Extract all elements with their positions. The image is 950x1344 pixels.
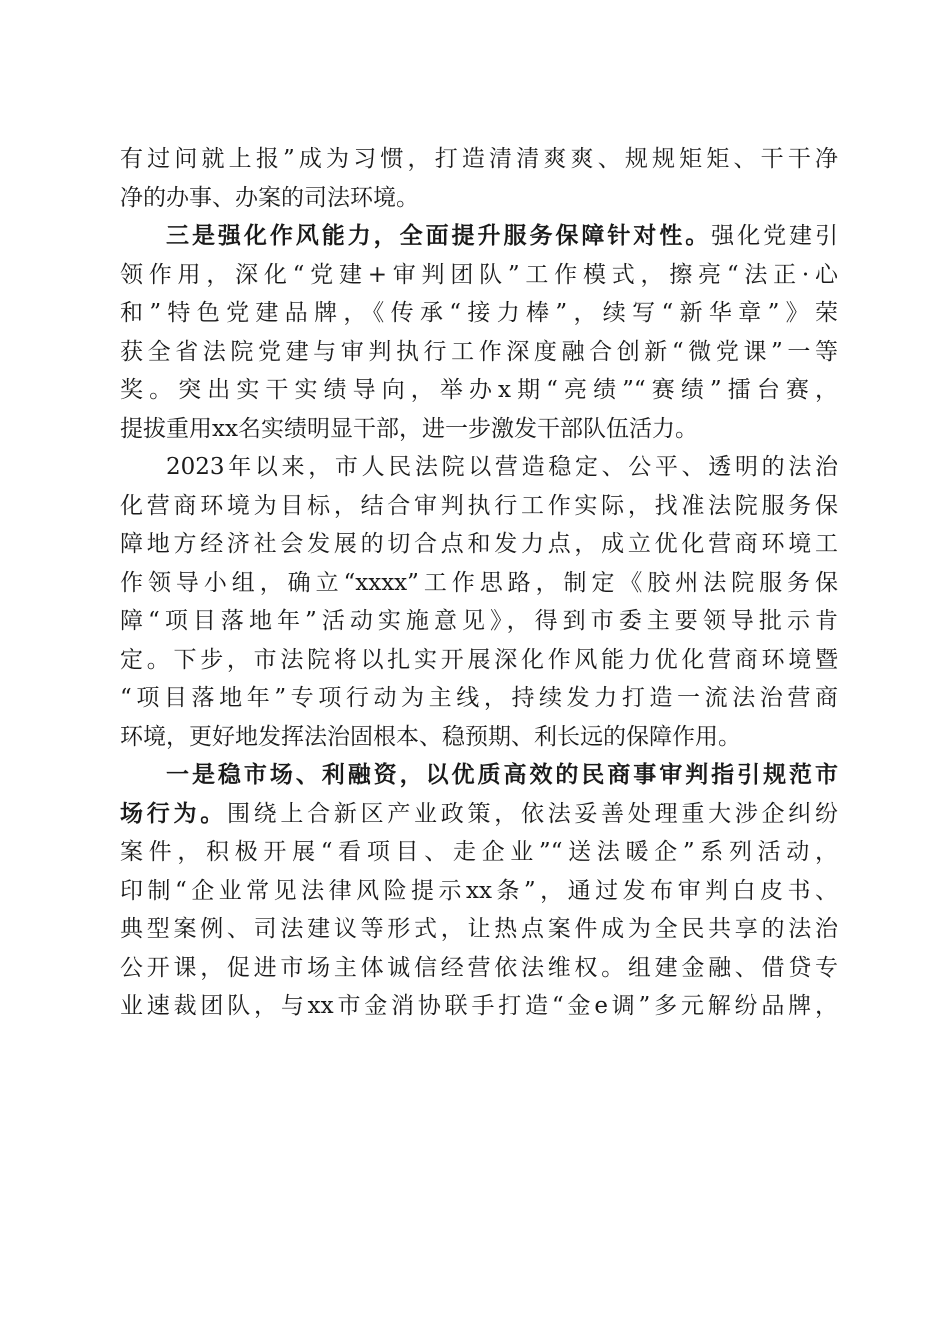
text-line: 净的办事、办案的司法环境。 bbox=[120, 184, 419, 211]
text-line bbox=[120, 217, 838, 256]
paragraph-lead-heading: 一是稳市场、利融资，以优质高效的民商事审判指引规范市 bbox=[166, 761, 838, 788]
text-line: 提拔重用xx名实绩明显干部，进一步激发干部队伍活力。 bbox=[120, 415, 698, 442]
text-line: 定。下步，市法院将以扎实开展深化作风能力优化营商环境暨 bbox=[120, 646, 838, 673]
text-fragment: 强化党建引 bbox=[711, 223, 839, 249]
text-line: “项目落地年”专项行动为主线，持续发力打造一流法治营商 bbox=[120, 685, 838, 711]
text-line: 和”特色党建品牌，《传承“接力棒”，续写“新华章”》荣 bbox=[120, 300, 838, 326]
text-line: 奖。突出实干实绩导向，举办x期“亮绩”“赛绩”擂台赛， bbox=[120, 377, 838, 403]
text-line: 获全省法院党建与审判执行工作深度融合创新“微党课”一等 bbox=[120, 338, 838, 365]
text-line: 案件，积极开展“看项目、走企业”“送法暖企”系列活动， bbox=[120, 839, 838, 865]
text-line: 有过问就上报”成为习惯，打造清清爽爽、规规矩矩、干干净 bbox=[120, 146, 838, 172]
paragraph-lead-heading-cont: 场行为。 bbox=[120, 799, 227, 827]
text-line: 2023年以来，市人民法院以营造稳定、公平、透明的法治 bbox=[166, 454, 838, 480]
paragraph-lead-heading: 三是强化作风能力，全面提升服务保障针对性。 bbox=[166, 222, 712, 249]
text-fragment: 围绕上合新区产业政策，依法妥善处理重大涉企纠纷 bbox=[226, 800, 839, 827]
text-line bbox=[120, 795, 838, 834]
text-line: 印制“企业常见法律风险提示xx条”，通过发布审判白皮书、 bbox=[120, 877, 838, 904]
text-line: 化营商环境为目标，结合审判执行工作实际，找准法院服务保 bbox=[120, 492, 838, 519]
document-page bbox=[120, 140, 838, 1026]
text-line: 作领导小组，确立“xxxx”工作思路，制定《胶州法院服务保 bbox=[120, 569, 838, 596]
text-line: 典型案例、司法建议等形式，让热点案件成为全民共享的法治 bbox=[120, 916, 838, 942]
paragraph-3 bbox=[120, 448, 838, 756]
paragraph-1 bbox=[120, 140, 838, 217]
text-line: 障地方经济社会发展的切合点和发力点，成立优化营商环境工 bbox=[120, 531, 838, 557]
text-line: 公开课，促进市场主体诚信经营依法维权。组建金融、借贷专 bbox=[120, 954, 838, 981]
text-line: 业速裁团队，与xx市金消协联手打造“金e调”多元解纷品牌， bbox=[120, 993, 838, 1019]
text-line bbox=[120, 756, 838, 795]
text-line: 障“项目落地年”活动实施意见》，得到市委主要领导批示肯 bbox=[120, 608, 838, 634]
paragraph-4 bbox=[120, 756, 838, 1026]
paragraph-2 bbox=[120, 217, 838, 448]
text-line: 领作用，深化“党建+审判团队”工作模式，擦亮“法正·心 bbox=[120, 261, 838, 288]
text-line: 环境，更好地发挥法治固根本、稳预期、利长远的保障作用。 bbox=[120, 723, 741, 750]
